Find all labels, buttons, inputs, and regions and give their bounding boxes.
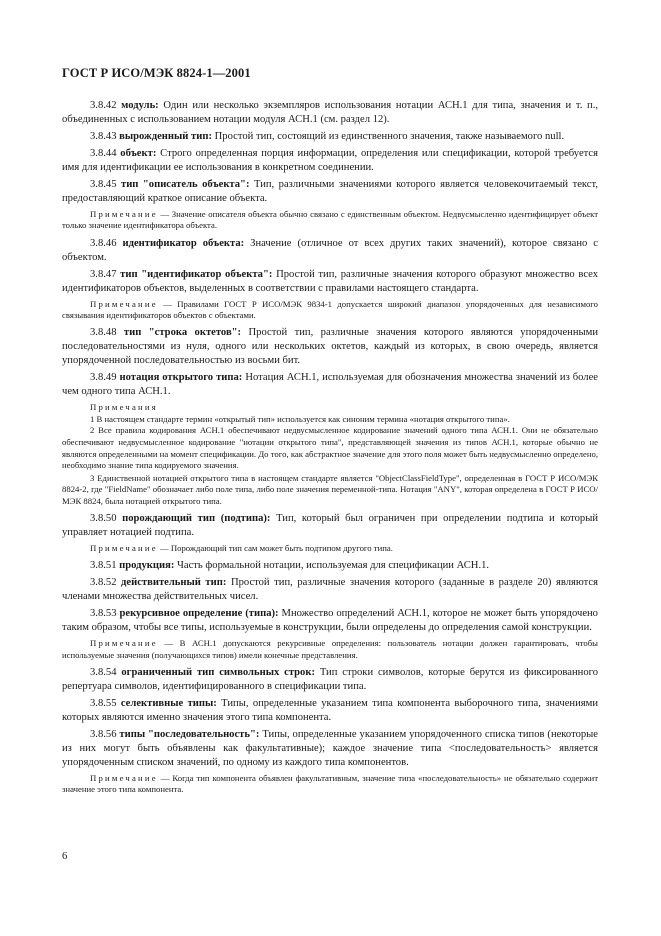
entry-text: Типы, определенные указанием типа компонента выборочного типа, значениями которых являются именно значения этого типа компонента. (62, 697, 598, 723)
entry-term: порождающий тип (подтипа): (122, 513, 271, 525)
entry-term: тип "строка октетов": (123, 327, 242, 339)
entry-text: Простой тип, различные значения которого (заданные в разделе 20) являются членами множества действительных чисел. (62, 577, 598, 603)
entry-3-8-50 (62, 512, 598, 540)
entry-term: типы "последовательность": (119, 728, 260, 740)
entry-3-8-42 (62, 99, 598, 127)
notes-heading (62, 402, 598, 414)
entry-3-8-56 (62, 728, 598, 770)
entry-number: 3.8.44 (90, 147, 117, 159)
entry-number: 3.8.51 (90, 560, 117, 572)
note-label: Примечание (90, 638, 158, 649)
entry-term: селективные типы: (120, 697, 217, 709)
notes-label: Примечания (90, 402, 158, 413)
entry-text: Тип строки символов, которые берутся из фиксированного репертуара символов, идентифицированного в спецификации типа. (62, 666, 598, 692)
note-label: Примечание (90, 298, 158, 309)
note-text: — Правилами ГОСТ Р ИСО/МЭК 9834-1 допускается широкий диапазон упорядоченных для независимого связывания идентификаторов объектов с объектами. (62, 298, 598, 321)
note-3-8-53 (62, 638, 598, 661)
entry-number: 3.8.55 (90, 697, 117, 709)
entry-number: 3.8.47 (90, 268, 117, 280)
entry-text: Значение (отличное от всех других таких значений), которое связано с объектом. (62, 237, 598, 263)
note-3-8-47 (62, 299, 598, 322)
note-3-8-50 (62, 543, 598, 555)
entry-text: Тип, который был ограничен при определении подтипа и который управляет нотацией подтипа. (62, 513, 598, 539)
entry-text: Нотация АСН.1, используемая для обозначения множества значений из более чем одного типа АСН.1. (62, 372, 598, 398)
note-label: Примечание (90, 208, 158, 219)
entry-number: 3.8.42 (90, 100, 117, 111)
entry-3-8-49 (62, 371, 598, 399)
note-text: — Порождающий тип сам может быть подтипом другого типа. (159, 543, 393, 554)
note-text: — Значение описателя объекта обычно связано с единственным объектом. Недвусмысленно идентифицирует объект только значение идентификатора объекта. (62, 208, 598, 231)
entry-term: рекурсивное определение (типа): (119, 608, 279, 620)
entry-text: Простой тип, различные значения которого являются упорядоченными последовательностями из нуля, одного или нескольких октетов, каждый из которых, в свою очередь, является упорядоченной последовательностью из восьми бит. (62, 327, 598, 367)
note-3-8-45 (62, 209, 598, 232)
entry-term: модуль: (121, 100, 159, 111)
entry-number: 3.8.50 (90, 513, 117, 525)
entry-text: Тип, различными значениями которого является человекочитаемый текст, предоставляющий краткое описание объекта. (62, 178, 598, 204)
entry-number: 3.8.45 (90, 178, 117, 190)
entry-number: 3.8.46 (90, 237, 117, 249)
entry-text: Простой тип, различные значения которого образуют множество всех идентификаторов объектов, выделенных в соответствии с правилами настоящего стандарта. (62, 268, 599, 294)
document-header: ГОСТ Р ИСО/МЭК 8824-1—2001 (62, 66, 251, 80)
entry-3-8-55 (62, 697, 598, 725)
entry-number: 3.8.52 (90, 577, 117, 589)
entry-3-8-54 (62, 666, 598, 694)
entry-3-8-53 (62, 607, 598, 635)
entry-3-8-43 (62, 130, 598, 144)
entry-3-8-45 (62, 178, 598, 206)
note-item-3: 3 Единственной нотацией открытого типа в настоящем стандарте является "ObjectClassFieldType", определенная в ГОСТ Р ИСО/МЭК 8824-2, где "FieldName" обозначает либо поле типа, либо поле значения переменной-типа. Нотация "ANY", которая определена в ГОСТ Р ИСО/МЭК 8824, была нотацией открытого типа. (62, 472, 598, 506)
entry-number: 3.8.56 (90, 728, 117, 740)
note-3-8-56 (62, 773, 598, 796)
entry-text: Один или несколько экземпляров использования нотации АСН.1 для типа, значения и т. п., объединенных с использованием нотации модуля АСН.1 (см. раздел 12). (62, 100, 599, 126)
entry-number: 3.8.43 (90, 130, 117, 142)
entry-text: Строго определенная порция информации, определения или спецификации, которой требуется имя для идентификации ее использования в конкретном соединении. (62, 147, 598, 173)
entry-term: действительный тип: (121, 577, 227, 589)
entry-term: вырожденный тип: (119, 130, 212, 142)
entry-text: Типы, определенные указанием упорядоченного списка типов (некоторые из них могут быть объявлены как факультативные); каждое значение типа <последовательность> является упорядоченным списком значений, по одному из каждого типа компонентов. (62, 728, 598, 768)
note-text: — Когда тип компонента объявлен факультативным, значение типа «последовательность» не обязательно содержит значение этого типа компонента. (62, 772, 598, 795)
entry-3-8-47 (62, 268, 598, 296)
entry-3-8-51 (62, 559, 598, 573)
entry-3-8-46 (62, 237, 598, 265)
entry-term: тип "описатель объекта": (121, 178, 250, 190)
entry-number: 3.8.53 (90, 608, 117, 620)
entry-number: 3.8.49 (90, 372, 117, 384)
note-item-1: 1 В настоящем стандарте термин «открытый тип» используется как синоним термина «нотация открытого типа». (90, 413, 510, 424)
entry-term: тип "идентификатор объекта": (120, 268, 273, 280)
note-label: Примечание (90, 772, 158, 783)
entry-term: идентификатор объекта: (122, 237, 245, 249)
entry-term: продукция: (119, 560, 175, 572)
entry-text: Простой тип, состоящий из единственного значения, также называемого null. (214, 130, 565, 142)
entry-text: Множество определений АСН.1, которое не может быть упорядочено таким образом, чтобы все типы, используемые в конструкции, были определены до определения самой конструкции. (62, 608, 598, 634)
entry-term: ограниченный тип символьных строк: (121, 666, 315, 678)
entry-text: Часть формальной нотации, используемая для спецификации АСН.1. (177, 560, 490, 572)
entry-term: нотация открытого типа: (119, 372, 243, 384)
entry-3-8-52 (62, 576, 598, 604)
document-body (62, 99, 598, 800)
note-label: Примечание (90, 543, 158, 554)
entry-3-8-48 (62, 326, 598, 368)
entry-term: объект: (120, 147, 157, 159)
entry-number: 3.8.54 (90, 666, 117, 678)
note-text: — В АСН.1 допускаются рекурсивные определения: пользователь нотации должен гарантировать, чтобы используемые значения (получающихся типов) имели конечные представления. (62, 638, 599, 660)
entry-number: 3.8.48 (90, 327, 117, 339)
note-item-2: 2 Все правила кодирования АСН.1 обеспечивают недвусмысленное кодирование значений одного типа АСН.1. Они не обязательно обеспечивают недвусмысленное кодирование "нотации открытого типа", представляющей значения из типов АСН.1, которые обычно не являются определенными на момент спецификации. До того, как абстрактное значение для этого поля может быть недвусмысленно определено, необходимо знание типа кодируемого значения. (62, 425, 598, 471)
entry-3-8-44 (62, 147, 598, 175)
page-number: 6 (62, 851, 68, 862)
